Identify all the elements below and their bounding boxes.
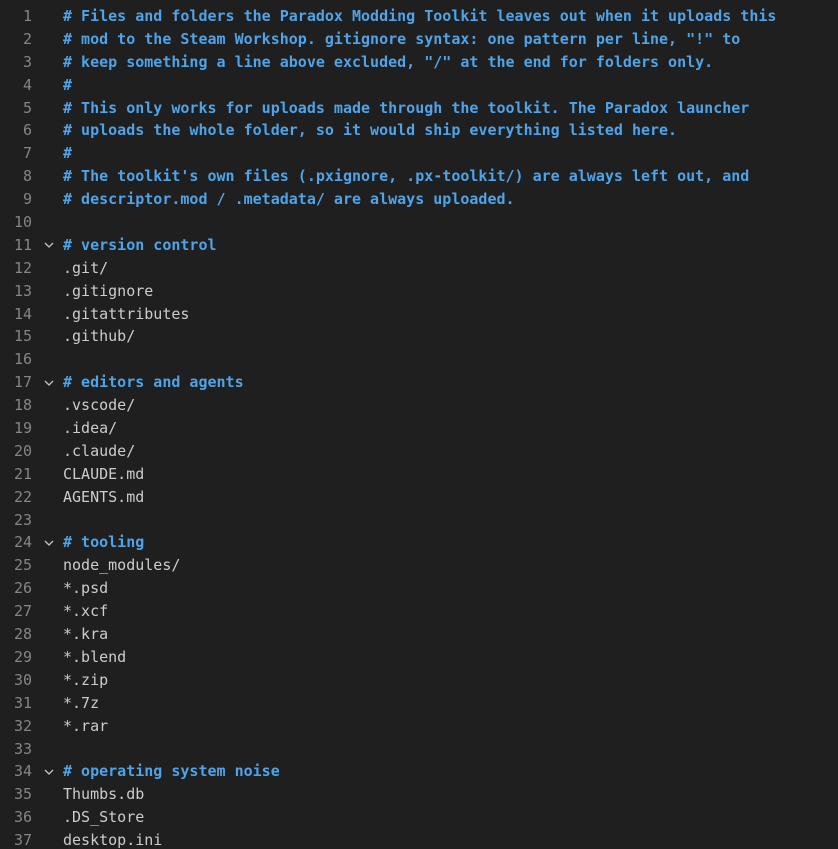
code-line[interactable] <box>0 463 838 486</box>
chevron-down-icon[interactable] <box>42 760 56 783</box>
chevron-down-icon[interactable] <box>42 234 56 257</box>
comment-text: # version control <box>63 235 217 254</box>
code-line[interactable] <box>0 74 838 97</box>
line-number: 5 <box>22 98 32 117</box>
line-number: 37 <box>13 831 32 849</box>
line-number: 31 <box>13 693 32 712</box>
ignore-pattern: desktop.ini <box>63 831 163 849</box>
line-number: 3 <box>22 52 32 71</box>
line-number: 15 <box>13 327 32 346</box>
code-line[interactable] <box>0 554 838 577</box>
line-number: 12 <box>13 258 32 277</box>
code-line[interactable] <box>0 806 838 829</box>
line-number: 13 <box>13 281 32 300</box>
ignore-pattern: .git/ <box>63 258 109 277</box>
code-line[interactable] <box>0 531 838 554</box>
line-number: 14 <box>13 304 32 323</box>
comment-text: # This only works for uploads made through the toolkit. The Paradox launcher <box>63 98 750 117</box>
line-number: 36 <box>13 808 32 827</box>
line-number: 8 <box>22 167 32 186</box>
code-editor[interactable] <box>0 5 838 849</box>
line-number: 11 <box>13 235 32 254</box>
ignore-pattern: .github/ <box>63 327 136 346</box>
code-line[interactable] <box>0 280 838 303</box>
line-number: 35 <box>13 785 32 804</box>
line-number: 34 <box>13 762 32 781</box>
code-line[interactable] <box>0 165 838 188</box>
comment-text: # tooling <box>63 533 145 552</box>
code-line[interactable] <box>0 600 838 623</box>
code-line[interactable] <box>0 234 838 257</box>
code-line[interactable] <box>0 348 838 371</box>
ignore-pattern: .DS_Store <box>63 808 145 827</box>
ignore-pattern: AGENTS.md <box>63 487 145 506</box>
ignore-pattern: *.rar <box>63 716 109 735</box>
line-number: 28 <box>13 625 32 644</box>
ignore-pattern: .vscode/ <box>63 396 136 415</box>
code-line[interactable] <box>0 371 838 394</box>
line-number: 18 <box>13 396 32 415</box>
line-number: 16 <box>13 350 32 369</box>
line-number: 1 <box>22 7 32 25</box>
line-number: 19 <box>13 419 32 438</box>
comment-text: # keep something a line above excluded, "/" at the end for folders only. <box>63 52 714 71</box>
code-line[interactable] <box>0 257 838 280</box>
line-number: 24 <box>13 533 32 552</box>
code-line[interactable] <box>0 97 838 120</box>
line-number: 4 <box>22 75 32 94</box>
code-line[interactable] <box>0 669 838 692</box>
code-line[interactable] <box>0 509 838 532</box>
line-number: 32 <box>13 716 32 735</box>
line-number: 20 <box>13 441 32 460</box>
ignore-pattern: .gitattributes <box>63 304 190 323</box>
line-number: 21 <box>13 464 32 483</box>
code-line[interactable] <box>0 119 838 142</box>
line-number: 10 <box>13 213 32 232</box>
ignore-pattern: node_modules/ <box>63 556 181 575</box>
line-number: 22 <box>13 487 32 506</box>
ignore-pattern: .idea/ <box>63 419 118 438</box>
ignore-pattern: .claude/ <box>63 441 136 460</box>
code-line[interactable] <box>0 646 838 669</box>
chevron-down-icon[interactable] <box>42 531 56 554</box>
comment-text: # uploads the whole folder, so it would ship everything listed here. <box>63 121 678 140</box>
line-number: 23 <box>13 510 32 529</box>
line-number: 26 <box>13 579 32 598</box>
line-number: 27 <box>13 602 32 621</box>
comment-text: # operating system noise <box>63 762 280 781</box>
comment-text: # descriptor.mod / .metadata/ are always uploaded. <box>63 190 515 209</box>
ignore-pattern: *.kra <box>63 625 109 644</box>
comment-text: # editors and agents <box>63 373 244 392</box>
line-number: 33 <box>13 739 32 758</box>
line-number: 6 <box>22 121 32 140</box>
ignore-pattern: *.7z <box>63 693 100 712</box>
code-line[interactable] <box>0 51 838 74</box>
ignore-pattern: *.xcf <box>63 602 109 621</box>
line-number: 30 <box>13 670 32 689</box>
code-line[interactable] <box>0 303 838 326</box>
code-line[interactable] <box>0 623 838 646</box>
line-number: 17 <box>13 373 32 392</box>
comment-text: # <box>63 75 73 94</box>
ignore-pattern: *.blend <box>63 647 127 666</box>
code-line[interactable] <box>0 394 838 417</box>
code-line[interactable] <box>0 417 838 440</box>
code-line[interactable] <box>0 692 838 715</box>
code-line[interactable] <box>0 211 838 234</box>
code-line[interactable] <box>0 28 838 51</box>
code-line[interactable] <box>0 577 838 600</box>
code-line[interactable] <box>0 5 838 28</box>
line-number: 7 <box>22 144 32 163</box>
ignore-pattern: *.psd <box>63 579 109 598</box>
comment-text: # The toolkit's own files (.pxignore, .px-toolkit/) are always left out, and <box>63 167 750 186</box>
code-line[interactable] <box>0 440 838 463</box>
code-line[interactable] <box>0 760 838 783</box>
line-number: 2 <box>22 29 32 48</box>
code-line[interactable] <box>0 486 838 509</box>
ignore-pattern: CLAUDE.md <box>63 464 145 483</box>
code-line[interactable] <box>0 715 838 738</box>
code-line[interactable] <box>0 188 838 211</box>
ignore-pattern: Thumbs.db <box>63 785 145 804</box>
ignore-pattern: *.zip <box>63 670 109 689</box>
comment-text: # mod to the Steam Workshop. gitignore syntax: one pattern per line, "!" to <box>63 29 741 48</box>
ignore-pattern: .gitignore <box>63 281 154 300</box>
comment-text: # <box>63 144 73 163</box>
comment-text: # Files and folders the Paradox Modding Toolkit leaves out when it uploads this <box>63 7 777 25</box>
code-line[interactable] <box>0 325 838 348</box>
code-line[interactable] <box>0 142 838 165</box>
line-number: 29 <box>13 647 32 666</box>
code-line[interactable] <box>0 783 838 806</box>
chevron-down-icon[interactable] <box>42 371 56 394</box>
code-line[interactable] <box>0 829 838 849</box>
code-line[interactable] <box>0 738 838 761</box>
line-number: 9 <box>22 190 32 209</box>
line-number: 25 <box>13 556 32 575</box>
